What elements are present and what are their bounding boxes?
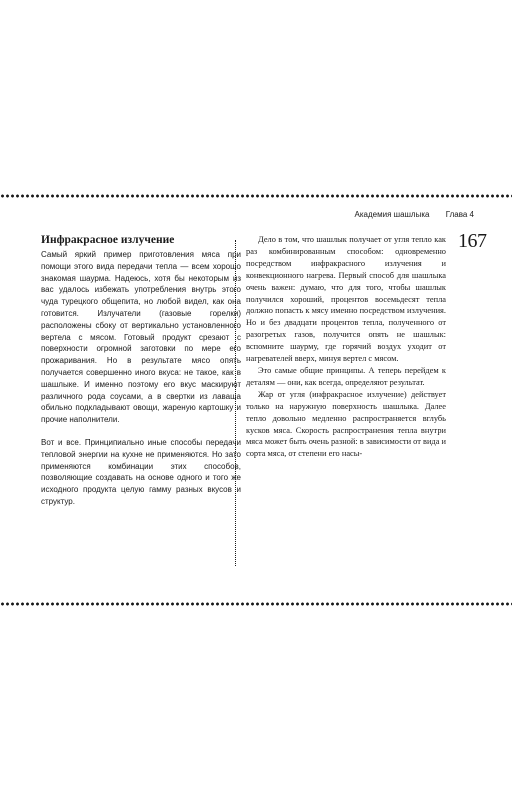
chapter-label: Глава 4 xyxy=(445,210,474,219)
paragraph: Самый яркий пример приготовления мяса при помощи этого вида передачи тепла — всем хорошо знакомая шаурма. Надеюсь, хотя бы некоторым из вас удалось избежать употребления внутрь этого чуда турецкого общепита, но любой видел, как она готовится. Излучатели (газовые горелки) расположены сбоку от вертикально установленного вертела с мясом. Готовый продукт срезают с поверхности огромной заготовки по мере его прожаривания. Но в результате мясо опять получается совершенно иного вкуса: не такое, как в шашлыке. И именно поэтому его вкус маскируют различного рода соусами, а в свертки из лаваша обильно подкладывают овощи, жареную картошку и прочие наполнители. xyxy=(41,250,241,425)
page-number: 167 xyxy=(458,230,487,252)
top-dotted-border xyxy=(0,194,512,198)
paragraph: Жар от угля (инфракрасное излучение) действует только на наружную поверхность шашлыка. Далее тепло довольно медленно распространяется вглубь кусков мяса. Скорость распространения тепла внутри мяса может быть очень разной: в зависимости от вида и сорта мяса, от степени его насы- xyxy=(246,389,446,459)
paragraph: Вот и все. Принципиально иные способы передачи тепловой энергии на кухне не применяются. Но зато применяются комбинации этих способов, позволяющие создавать на основе одного и того же исходного продукта целую гамму разных вкусов и структур. xyxy=(41,437,241,506)
bottom-dotted-border xyxy=(0,602,512,606)
paragraph: Это самые общие принципы. А теперь перейдем к деталям — они, как всегда, определяют результат. xyxy=(246,365,446,387)
left-column xyxy=(41,234,241,508)
right-column xyxy=(246,234,446,460)
section-heading: Инфракрасное излучение xyxy=(41,234,175,246)
book-title: Академия шашлыка xyxy=(354,210,430,219)
paragraph: Дело в том, что шашлык получает от угля тепло как раз комбинированным способом: одновременно посредством инфракрасного излучения и конвекционного нагрева. Первый способ для шашлыка очень важен: думаю, что для того, чтобы шашлык получился хороший, процентов восемьдесят тепла должно попасть к мясу именно посредством излучения. Но и без двадцати процентов тепла, полученного от разогретых газов, получится опять не шашлык: вспомните шаурму, где горячий воздух уходит от нагревателей вверх, минуя вертел с мясом. xyxy=(246,235,446,364)
column-divider xyxy=(235,240,236,566)
running-head xyxy=(355,210,474,219)
